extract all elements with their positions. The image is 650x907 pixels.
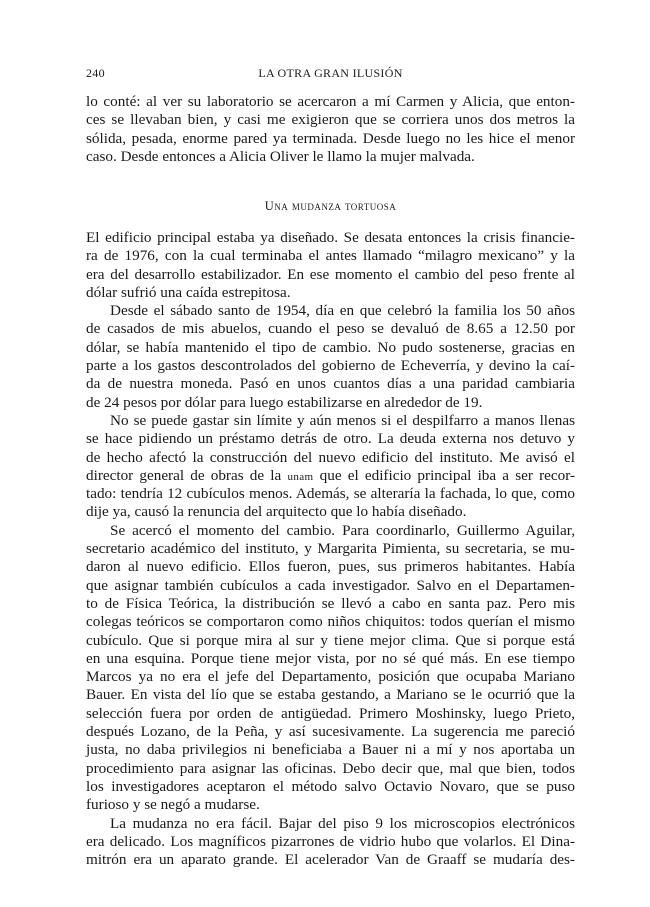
text-line: La mudanza no era fácil. Bajar del piso 9 los microscopios electrónicos [110,814,575,832]
text-line: mitrón era un aparato grande. El acelerador Van de Graaff se mudaría des- [86,851,575,869]
text-line: dije ya, causó la renuncia del arquitecto que lo había diseñado. [86,503,467,521]
text-line: de casados de mis abuelos, cuando el peso se devaluó de 8.65 a 12.50 por [86,320,575,338]
text-line: sólida, pesada, enorme pared ya terminada. Desde luego no les hice el menor [86,129,575,147]
text-line: secretario académico del instituto, y Margarita Pimienta, su secretaria, se mu- [86,540,575,558]
text-line: furioso y se negó a mudarse. [86,796,260,814]
text-line: procedimiento para asignar las oficinas. Debo decir que, mal que bien, todos [86,759,575,777]
text-line: era delicado. Los magníficos pizarrones de vidrio hubo que volarlos. El Dina- [86,832,575,850]
text-line: de 24 pesos por dólar para luego estabilizarse en alrededor de 19. [86,393,483,411]
section-heading: Una mudanza tortuosa [264,199,397,213]
text-line: dólar, se había mantenido el tipo de cambio. No pudo sostenerse, gracias en [86,338,575,356]
text-line: No se puede gastar sin límite y aún menos si el despilfarro a manos llenas [110,411,575,429]
text-line: Marcos ya no era el jefe del Departamento, posición que ocupaba Mariano [86,668,575,686]
text-line: era del desarrollo estabilizador. En ese momento el cambio del peso frente al [86,265,575,283]
text-line: Se acercó el momento del cambio. Para coordinarlo, Guillermo Aguilar, [110,521,575,539]
text-line: que asignar también cubículos a cada investigador. Salvo en el Departamen- [86,576,575,594]
text-line: de hecho afectó la construcción del nuevo edificio del instituto. Me avisó el [86,448,575,466]
running-title: LA OTRA GRAN ILUSIÓN [258,66,403,80]
text-line: selección fuera por orden de antigüedad. Primero Moshinsky, luego Prieto, [86,704,575,722]
text-line: Bauer. En vista del lío que se estaba gestando, a Mariano se le ocurrió que la [86,686,575,704]
text-line: los investigadores aceptaron el método salvo Octavio Novaro, que se puso [86,777,575,795]
text-line: daron al nuevo edificio. Ellos fueron, pues, sus primeros habitantes. Había [86,558,575,576]
text-line: dólar sufrió una caída estrepitosa. [86,283,291,301]
text-line: después Lozano, de la Peña, y así sucesivamente. La sugerencia me pareció [86,723,575,741]
running-header [86,66,575,82]
text-line: ces se llevaban bien, y casi me exigieron que se corriera unos dos metros la [86,111,575,129]
text-line: lo conté: al ver su laboratorio se acercaron a mí Carmen y Alicia, que enton- [86,93,575,110]
page-number: 240 [86,66,105,80]
text-line: Desde el sábado santo de 1954, día en que celebró la familia los 50 años [110,302,575,320]
text-line: to de Física Teórica, la distribución se llevó a cabo en santa paz. Pero mis [86,594,575,612]
text-line: ra de 1976, con la cual terminaba el antes llamado “milagro mexicano” y la [86,247,575,265]
continuation-paragraph [86,93,575,166]
text-line: parte a los gastos descontrolados del gobierno de Echeverría, y devino la caí- [86,357,575,375]
text-line: director general de obras de la unam que el edificio principal iba a ser recor- [86,466,576,484]
text-line: El edificio principal estaba ya diseñado. Se desata entonces la crisis financie- [86,229,575,246]
text-line: en una esquina. Porque tiene mejor vista, por no sé qué más. En ese tiempo [86,649,575,667]
text-line: da de nuestra moneda. Pasó en unos cuantos días a una paridad cambiaria [86,375,575,393]
text-line: cubículo. Que si porque mira al sur y tiene mejor clima. Que si porque está [86,631,575,649]
text-line: colegas teóricos se comportaron como niños chiquitos: todos querían el mismo [86,613,575,631]
smallcaps-abbreviation: unam [287,470,314,483]
text-line: se hace pidiendo un préstamo detrás de otro. La deuda externa nos detuvo y [86,430,575,448]
text-line: tado: tendría 12 cubículos menos. Además, se alteraría la fachada, lo que, como [86,485,575,503]
section-body [86,229,575,869]
text-line: caso. Desde entonces a Alicia Oliver le llamo la mujer malvada. [86,147,475,165]
text-line: justa, no daba privilegios ni beneficiaba a Bauer ni a mí y nos aportaba un [86,741,575,759]
